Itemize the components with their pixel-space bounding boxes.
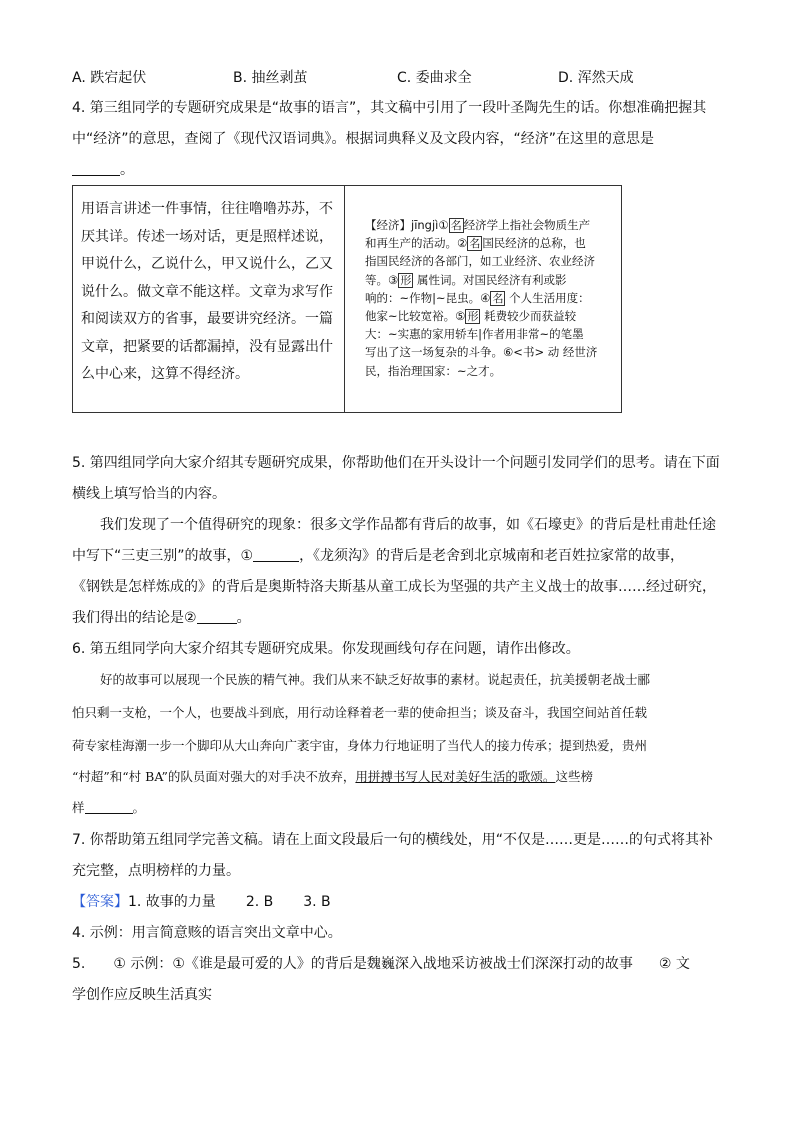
q5-para-2: 中写下“三吏三别”的故事，① ，《龙须沟》的背后是老舍到北京城南和老百姓拉家常的故事， bbox=[72, 548, 685, 564]
option-text: 跌宕起伏 bbox=[90, 70, 147, 86]
dict-line: 【经济】jīngjì① 名 经济学上指社会物质生产 bbox=[365, 218, 591, 232]
answer-blank bbox=[72, 161, 120, 176]
q6-passage-5: 样 。 bbox=[72, 800, 146, 815]
answer-line-1: 【答案】1. 故事的力量 2. B 3. B bbox=[72, 894, 331, 910]
pos-tag: 名 bbox=[450, 219, 462, 232]
option-c bbox=[397, 67, 472, 87]
q7-line-2: 充完整，点明榜样的力量。 bbox=[72, 863, 240, 879]
quote-line: 文章，把紧要的话都漏掉，没有显露出什 bbox=[81, 338, 333, 355]
pos-tag: 名 bbox=[492, 291, 504, 305]
option-text: 抽丝剥茧 bbox=[251, 70, 308, 86]
option-key: B. bbox=[233, 70, 248, 86]
dict-line: 指国民经济的各部门，如工业经济、农业经济 bbox=[365, 254, 595, 269]
q4-line-3-end: 。 bbox=[120, 162, 134, 178]
q4-line-3 bbox=[72, 160, 134, 180]
answer-blank-1 bbox=[253, 547, 299, 562]
q6-passage-4: “村超”和“村 BA”的队员面对强大的对手决不放弃，用拼搏书写人民对美好生活的歌颂。这些榜 bbox=[72, 769, 593, 784]
quote-line: 说什么。做文章不能这样。文章为求写作 bbox=[81, 283, 333, 300]
dict-line: 等。③ 形 属性词。对国民经济有利或影 bbox=[365, 272, 567, 287]
dict-line: 大：~实惠的家用轿车|作者用非常~的笔墨 bbox=[365, 327, 584, 342]
pos-tag: 形 bbox=[467, 310, 479, 324]
quote-table bbox=[72, 185, 622, 413]
q6-passage-2: 怕只剩一支枪，一个人，也要战斗到底，用行动诠释着老一辈的使命担当；谈及奋斗，我国空间站首任载 bbox=[72, 705, 648, 720]
quote-line: 和阅读双方的省事，最要讲究经济。一篇 bbox=[81, 311, 333, 327]
q7-line-1: 7. 你帮助第五组同学完善文稿。请在上面文段最后一句的横线处，用“不仅是……更是……的句式将其补 bbox=[72, 832, 714, 848]
q4-line-1: 4. 第三组同学的专题研究成果是“故事的语言”，其文稿中引用了一段叶圣陶先生的话。你想准确把握其 bbox=[72, 100, 707, 116]
answer-blank bbox=[85, 799, 133, 814]
q5-para-3: 《钢铁是怎样炼成的》的背后是奥斯特洛夫斯基从童工成长为坚强的共产主义战士的故事……经过研究， bbox=[72, 579, 716, 595]
answer-line-5: 5. ① 示例：①《谁是最可爱的人》的背后是魏巍深入战地采访被战士们深深打动的故事 ② 文 bbox=[72, 956, 690, 972]
answer-label: 【答案】 bbox=[72, 894, 128, 910]
q5-para-1: 我们发现了一个值得研究的现象：很多文学作品都有背后的故事，如《石壕吏》的背后是杜甫赴任途 bbox=[100, 517, 716, 533]
pos-tag: 名 bbox=[469, 237, 481, 251]
pos-tag: 形 bbox=[400, 273, 412, 287]
quote-line: 甲说什么，乙说什么，甲又说什么，乙又 bbox=[81, 256, 333, 272]
table-divider bbox=[344, 186, 345, 412]
dict-line: 响的：~作物|~昆虫。④ 名 个人生活用度： bbox=[365, 290, 590, 305]
quote-text bbox=[81, 196, 339, 389]
quote-line: 用语言讲述一件事情，往往噜噜苏苏，不 bbox=[81, 201, 333, 217]
option-key: A. bbox=[72, 70, 86, 86]
option-key: D. bbox=[558, 70, 574, 86]
answer-blank-2 bbox=[197, 609, 237, 624]
answer-line-4: 4. 示例：用言简意赅的语言突出文章中心。 bbox=[72, 925, 342, 941]
option-text: 委曲求全 bbox=[415, 70, 472, 86]
q6-passage-3: 荷专家桂海潮一步一个脚印从大山奔向广袤宇宙，身体力行地证明了当代人的接力传承；提到热爱，贵州 bbox=[72, 738, 648, 753]
dict-line: 和再生产的活动。② 名 国民经济的总称，也 bbox=[365, 236, 586, 251]
option-key: C. bbox=[397, 70, 412, 86]
underlined-sentence: 用拼搏书写人民对美好生活的歌颂。 bbox=[355, 769, 556, 784]
q5-line-1: 5. 第四组同学向大家介绍其专题研究成果，你帮助他们在开头设计一个问题引发同学们的思考。请在下面 bbox=[72, 455, 720, 471]
quote-line: 厌其详。传述一场对话，更是照样述说， bbox=[81, 228, 333, 245]
q6-passage-1: 好的故事可以展现一个民族的精气神。我们从来不缺乏好故事的素材。说起责任，抗美援朝老战士郦 bbox=[100, 672, 651, 687]
q5-para-4: 我们得出的结论是② 。 bbox=[72, 610, 251, 626]
q4-line-2: 中“经济”的意思，查阅了《现代汉语词典》。根据词典释义及文段内容，“经济”在这里的意思是 bbox=[72, 131, 655, 147]
option-b bbox=[233, 67, 308, 87]
option-text: 浑然天成 bbox=[577, 70, 634, 86]
q6-line-1: 6. 第五组同学向大家介绍其专题研究成果。你发现画线句存在问题，请作出修改。 bbox=[72, 641, 580, 657]
option-d bbox=[558, 67, 634, 87]
dictionary-entry bbox=[365, 216, 615, 380]
option-a bbox=[72, 67, 146, 87]
answer-line-5-cont: 学创作应反映生活真实 bbox=[72, 987, 212, 1003]
dict-line: 写出了这一场复杂的斗争。⑥<书> 动 经世济 bbox=[365, 345, 598, 360]
dict-line: 他家~比较宽裕。⑤ 形 耗费较少而获益较 bbox=[365, 309, 577, 324]
quote-line: 么中心来，这算不得经济。 bbox=[81, 366, 249, 382]
q5-line-2: 横线上填写恰当的内容。 bbox=[72, 486, 226, 502]
dict-line: 民，指治理国家：~之才。 bbox=[365, 363, 502, 378]
